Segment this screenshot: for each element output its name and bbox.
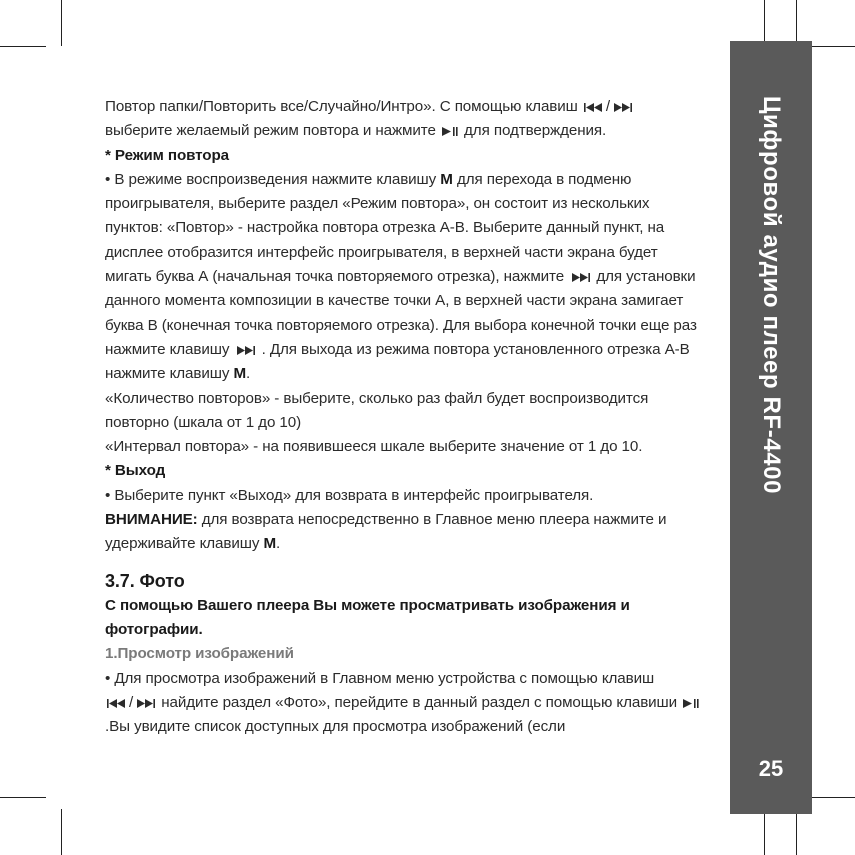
heading-exit: * Выход [105,462,166,480]
key-m-label: M [263,535,277,553]
next-track-icon [135,699,155,708]
crop-mark [809,46,855,47]
paragraph-repeat-count: «Количество повторов» - выберите, сколько раз файл будет воспроизводится повторно (шкала от 1 до 10) [105,389,649,431]
paragraph-repeat-modes: Повтор папки/Повторить все/Случайно/Интро». С помощью клавиш / выберите желаемый режим повтора и нажмите для подтверждения. [105,95,705,144]
manual-body [105,95,705,739]
heading-repeat-mode: * Режим повтора [105,146,230,164]
play-pause-icon [442,127,458,136]
previous-track-icon [107,699,127,708]
paragraph-repeat-instructions: • В режиме воспроизведения нажмите клавишу M для перехода в подменю проигрывателя, выберите раздел «Режим повтора», он состоит из нескольких пунктов: «Повтор» - настройка повтора отрезка А-В. Выберите данный пункт, на дисплее отобразится интерфейс проигрывателя, в верхней части экрана будет мигать буква А (начальная точка повторяемого отрезка), нажмите для установки данного момента композиции в качестве точки А, в верхней части экрана замигает буква В (конечная точка повторяемого отрезка). Для выбора конечной точки еще раз нажмите клавишу . Для выхода из режима повтора установленного отрезка А-В нажмите клавишу M. [105,170,697,383]
subsection-view-images: 1.Просмотр изображений [105,645,294,663]
key-m-label: M [440,170,453,188]
section-title-photo: 3.7. Фото [105,570,185,591]
crop-mark [796,0,797,46]
paragraph-repeat-interval: «Интервал повтора» - на появившееся шкале выберите значение от 1 до 10. [105,438,643,456]
previous-track-icon [584,103,604,112]
paragraph-view-images: • Для просмотра изображений в Главном меню устройства с помощью клавиш / найдите раздел «Фото», перейдите в данный раздел с помощью клавиши .Вы увидите список доступных для просмотра изображений (если [105,667,705,740]
crop-mark [809,797,855,798]
crop-mark [0,797,46,798]
photo-intro: С помощью Вашего плеера Вы можете просматривать изображения и фотографии. [105,596,630,638]
sidebar-title: Цифровой аудио плеер RF-4400 [758,95,785,495]
next-track-icon [235,346,255,355]
attention-label: ВНИМАНИЕ: [105,511,198,529]
crop-mark [0,46,46,47]
paragraph-exit: • Выберите пункт «Выход» для возврата в интерфейс проигрывателя. [105,486,594,504]
crop-mark [764,809,765,855]
crop-mark [61,0,62,46]
crop-mark [61,809,62,855]
play-pause-icon [683,699,699,708]
next-track-icon [570,273,590,282]
next-track-icon [612,103,632,112]
key-m-label: M [233,365,247,383]
page-number: 25 [758,756,784,781]
crop-mark [764,0,765,46]
crop-mark [796,809,797,855]
paragraph-attention: ВНИМАНИЕ: для возврата непосредственно в Главное меню плеера нажмите и удерживайте клавишу M. [105,511,667,553]
